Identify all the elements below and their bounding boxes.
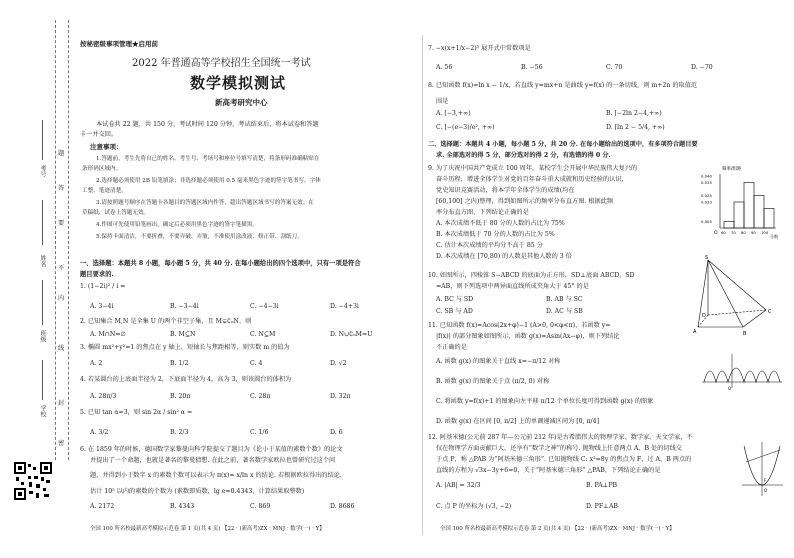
field-name: 姓名 [39, 255, 46, 267]
histogram-y-tick: 0.005 [701, 219, 712, 224]
q11-option: B. 函数 g(x) 的图象关于点 (π/2, 0) 对称 [436, 378, 550, 385]
histogram-x-tick: 90 [751, 230, 756, 235]
q3-option: C. 4 [250, 360, 263, 367]
histogram-x-tick: 100 [761, 230, 769, 235]
q11-option: A. 函数 g(x) 的图象关于直线 x=−π/12 对称 [436, 358, 561, 365]
q9-line: 率分布直方图，下列结论正确的是 [436, 209, 529, 216]
q9-option: C. 估计本次成绩的平均分不高于 85 分 [436, 242, 543, 249]
seal-char: 题 [58, 150, 65, 157]
q12-line: 12. 阿基米德(公元前 287 年—公元前 212 年)是古希腊伟大的物理学家、数学家、天文学家，不 [428, 434, 693, 441]
field-line [42, 280, 43, 325]
q2-options [90, 331, 410, 339]
seal-char: 要 [58, 220, 65, 227]
q11-line: 不正确的是 [436, 344, 467, 351]
histogram-x-tick: 80 [741, 230, 746, 235]
q9-line: [60,100] 之内)整理，得到如图所示的频率分布直方图. 根据此频 [436, 198, 614, 205]
q9-option: D. 本次成绩在 [70,80) 的人数是其他人数的 3 倍 [436, 253, 572, 260]
histogram-ylabel: 频率/组距 [722, 167, 742, 172]
q5-option: C. 1/6 [250, 429, 269, 436]
seal-char: 线 [58, 345, 65, 352]
org-name: 新高考研究中心 [215, 98, 268, 107]
field-line [42, 120, 43, 160]
q8-line: 围是 [436, 98, 449, 105]
q2-option: A. M∩N=∅ [90, 331, 126, 338]
q1-stem: 1. (1−2i)² / i = [80, 283, 126, 290]
q2-option: D. N∪∁ᵤM=U [330, 331, 373, 338]
q11-option: D. 函数 g(x) 在区间 [0, π/2] 上的单调递减区间为 [0, π/4] [436, 418, 599, 425]
q4-option: A. 28π/3 [90, 393, 117, 400]
page-footer-left: 全国 100 所名校最新高考模拟示范卷 第 1 页(共 4 页) 【22 · (新高考)ZX · MNJ · 数学(一) · Y】 [90, 526, 325, 532]
q4-option: D. 32π [330, 393, 351, 400]
q5-option: B. 2/3 [170, 429, 189, 436]
exam-title: 2022 年普通高等学校招生全国统一考试 [132, 58, 311, 69]
section1-heading: 一、选择题：本题共 8 小题，每小题 5 分，共 40 分. 在每小题给出的四个选项中，只有一项是符合 [80, 260, 361, 267]
histogram-x-tick: 60 [721, 230, 726, 235]
q12-line: 仅在物理学方面贡献巨大，还享有“数学之神”的称号. 抛物线上任意两点 A、B 处的切线交 [436, 445, 682, 452]
note-line: 4.作图可先使用铅笔画出，确定后必须用黑色字迹的签字笔描黑。 [96, 222, 258, 228]
q6-option: B. 4343 [170, 503, 195, 510]
svg-text:F: F [764, 478, 767, 483]
q2-stem: 2. 已知集合 M,N 是全集 U 的两个非空子集，且 M⊊∁ᵤN，则 [80, 318, 252, 325]
histogram-origin: O [714, 231, 718, 236]
q8-option: B. [−2ln 2−4,+∞) [606, 110, 662, 117]
q12-line: 于点 P，称 △PAB 为“阿基米德三角形”. 已知抛物线 C: x²=8y 的焦点为 F，过 A、B 两点的 [436, 456, 692, 463]
q9-option: B. 本次成绩低于 70 分的人数的占比为 5% [436, 231, 555, 238]
svg-text:A: A [693, 329, 697, 335]
q12-options [436, 482, 736, 490]
q4-option: C. 28π [250, 393, 271, 400]
secret-label: 按秘密级事项管理★启用前 [80, 40, 158, 48]
histogram-bar [734, 202, 744, 228]
q12-options [436, 503, 736, 511]
q1-option: A. 3−4i [90, 303, 114, 310]
q11-line: 11. 已知函数 f(x)=Acos(2x+φ)−1 (A>0, 0<φ<π)，若函数 y= [428, 322, 611, 329]
q4-option: B. 20π [170, 393, 191, 400]
seal-char: 密 [58, 440, 65, 447]
q7-option: B. −56 [521, 64, 543, 71]
q6-line: 估计 10⁵ 以内的素数的个数为 (素数即质数，lg e≈0.4343，计算结果取整数) [90, 488, 305, 495]
q10-option: C. SB 与 AD [436, 308, 473, 315]
q8-options [436, 124, 776, 132]
histogram-bar [754, 196, 764, 229]
q10-line: =AB，则下列选项中两异面直线所成夹角大于 45° 的是 [436, 283, 589, 290]
q5-stem: 5. 已知 tan α=3，则 sin 2α / sin² α = [80, 409, 193, 416]
q10-line: 10. 如图所示，四棱锥 S−ABCD 的底面为正方形，SD⊥底面 ABCD，SD [428, 272, 635, 279]
q3-options [90, 360, 410, 368]
histogram-bar [744, 183, 754, 229]
svg-text:B: B [743, 331, 747, 337]
seal-dashed-line-inner [68, 20, 69, 460]
section2-heading: 求. 全部选对的得 5 分，部分选对的得 2 分，有选错的得 0 分. [436, 152, 611, 159]
q6-line: 并提出了一个命题，也就是著名的黎曼猜想. 在此之前，著名数学家欧拉也曾研究过这个问 [90, 457, 336, 464]
svg-text:O: O [764, 488, 768, 493]
q9-line: 奋斗历程，增进全体学生对党的百年奋斗重大成就和历史经验的认识， [436, 176, 628, 183]
histogram-bar [724, 222, 734, 229]
histogram-y-tick: 0.020 [701, 199, 712, 205]
q6-options [90, 503, 410, 511]
q5-option: A. 3/2 [90, 429, 109, 436]
q11-option: C. 将函数 y=f(x)+1 的图象向左平移 π/12 个单位长度可得到函数 g(x) 的图象 [436, 398, 654, 405]
q5-options [90, 429, 410, 437]
abs-function-graph [700, 352, 785, 392]
pyramid-figure [688, 255, 783, 340]
svg-text:C: C [768, 309, 772, 315]
q10-option: A. BC 与 SD [436, 296, 474, 303]
note-line: 5.保持卡面清洁，不要折叠，不要弄破、弄皱，不准使用涂改液、修正带、刮纸刀。 [96, 234, 303, 240]
main-title: 数学模拟测试 [190, 74, 287, 92]
q10-option: D. AC 与 SB [546, 308, 583, 315]
q7-option: D. −70 [691, 64, 713, 71]
q2-option: B. M⊆N [170, 331, 196, 338]
intro-line: 卡一并交回。 [80, 131, 118, 138]
q11-line: |f(x)| 的部分图象如图所示，函数 g(x)=Asin(Ax−φ)，则下列结论 [436, 333, 620, 340]
q1-option: C. −4−3i [250, 303, 279, 310]
q6-line: 6. 在 1859 年的时候，德国数学家黎曼向科学院提交了题目为《论小于某值的素数个数》的论文 [80, 446, 343, 453]
q9-option: A. 本次成绩不低于 80 分的人数的占比为 75% [436, 220, 565, 227]
q3-stem: 3. 椭圆 mx²+y²=1 的焦点在 y 轴上，短轴长与焦距相等，则实数 m 的值为 [80, 344, 290, 351]
seal-dashed-line [55, 20, 56, 460]
svg-text:O: O [728, 386, 732, 391]
note-line: 2.选择题必须使用 2B 铅笔填涂；非选择题必须使用 0.5 毫米黑色字迹的签字笔书写，字体 [96, 178, 321, 184]
q12-option: C. 点 P 的坐标为 (√3, −2) [436, 503, 512, 510]
q10-options [436, 296, 676, 304]
frequency-histogram [700, 162, 780, 242]
q1-option: B. −3−4i [170, 303, 199, 310]
q7-options [436, 64, 776, 72]
field-exam-number: 考号 [39, 165, 46, 177]
page-footer-right: 全国 100 所名校最新高考模拟示范卷 第 2 页(共 4 页) 【22 · (新高考)ZX · MNJ · 数学(一) · Y】 [440, 526, 675, 532]
q12-option: D. PF⊥AB [586, 503, 618, 510]
note-line: 草稿纸、试卷上答题无效。 [82, 210, 150, 216]
histogram-x-tick: 70 [731, 230, 736, 235]
q9-line: 9. 为了庆祝中国共产党成立 100 周年，某校学生会开展中华民族伟大复兴的 [428, 165, 638, 172]
q6-option: A. 2172 [90, 503, 115, 510]
q6-option: D. 8686 [330, 503, 355, 510]
parabola-figure [740, 440, 785, 500]
histogram-y-tick: 0.035 [701, 180, 712, 185]
q8-option: C. [−(e−3)/e², +∞) [436, 124, 495, 131]
section1-heading: 题目要求的. [80, 271, 114, 278]
field-school: 学校 [39, 405, 46, 417]
q4-stem: 4. 若某圆台的上底面半径为 2，下底面半径为 4，高为 3，则该圆台的体积为 [80, 376, 292, 383]
seal-char: 内 [58, 295, 65, 302]
notes-title: 注意事项： [90, 143, 123, 151]
svg-text:S: S [705, 255, 709, 261]
histogram-y-tick: 0.025 [701, 193, 712, 198]
q3-option: A. 2 [90, 360, 103, 367]
q5-option: D. 6 [330, 429, 343, 436]
seal-char: 不 [58, 265, 65, 272]
q10-option: B. AB 与 SC [546, 296, 583, 303]
q3-option: D. √2 [330, 360, 347, 367]
q7-option: A. 56 [436, 64, 453, 71]
histogram-y-tick: 0.040 [701, 173, 712, 179]
q9-line: 党史知识竞赛活动，将本学年全体学生的成绩(均在 [436, 187, 575, 194]
seal-char: 封 [58, 400, 65, 407]
q12-option: A. |AB| = 32/3 [436, 482, 481, 489]
column-divider [422, 35, 423, 535]
q12-line: 直线的方程为 √3x−3y+6=0，关于“阿基米德三角形” △PAB，下列结论正确的是 [436, 467, 661, 474]
q1-options [90, 303, 410, 311]
field-line [42, 200, 43, 245]
note-line: 1.答题前，考生先将自己的姓名、考生号、考场号和座位号填写清楚，将条形码准确粘贴在 [96, 156, 320, 162]
qr-code [14, 462, 52, 500]
section2-heading: 二、选择题：本题共 4 小题，每小题 5 分，共 20 分. 在每小题给出的选项中，有多项符合题目要 [428, 141, 698, 148]
q8-option: A. [−3,+∞) [436, 110, 471, 117]
histogram-x-end: 分数 [770, 234, 778, 239]
q8-line: 8. 已知函数 f(x)=ln x − 1/x，若直线 y=mx+n 是曲线 y=f(x) 的一条切线，则 m+2n 的取值范 [428, 82, 698, 89]
q6-line: 题，并得到小于数字 x 的素数个数可以表示为 π(x)≈ x/ln x 的结论. 若根据欧拉得出的结论， [90, 472, 347, 479]
q6-option: C. 869 [250, 503, 271, 510]
q8-option: D. [ln 2 − 5/4, +∞) [606, 124, 665, 131]
q3-option: B. 1/2 [170, 360, 189, 367]
q1-option: D. −4+3i [330, 303, 359, 310]
note-line: 条形码区域内。 [82, 166, 122, 172]
seal-char: 答 [58, 185, 65, 192]
svg-text:D: D [702, 313, 706, 319]
histogram-bar [764, 209, 774, 229]
field-class: 班级 [39, 330, 46, 342]
field-line [42, 360, 43, 400]
q10-options [436, 308, 676, 316]
q7-option: C. 70 [606, 64, 623, 71]
q12-option: B. PA⊥PB [586, 482, 618, 489]
note-line: 3.请按照题号顺序在答题卡各题目的答题区域内作答，超出答题区域书写的答案无效；在 [96, 200, 314, 206]
q8-options [436, 110, 776, 118]
q2-option: C. N⊆M [250, 331, 276, 338]
q4-options [90, 393, 410, 401]
note-line: 工整、笔迹清楚。 [82, 188, 127, 194]
q7-stem: 7. −x(x+1/x−2)⁵ 展开式中常数项是 [428, 45, 531, 52]
intro-line: 本试卷共 22 题，共 150 分，考试时间 120 分钟，考试结束后，将本试卷和答题 [96, 121, 319, 128]
